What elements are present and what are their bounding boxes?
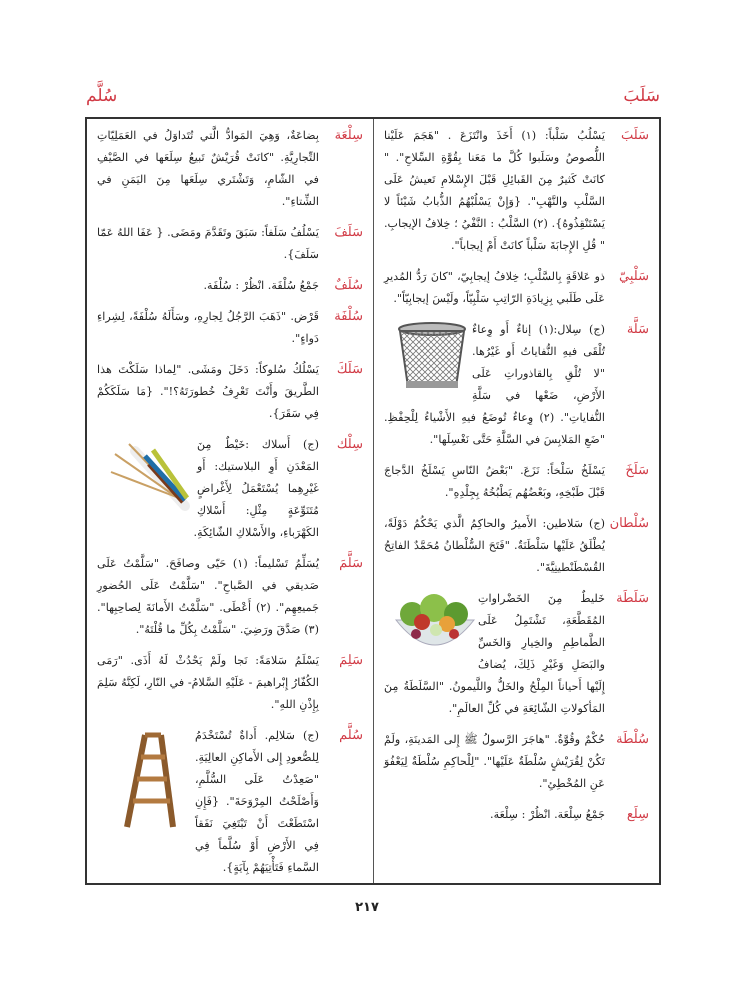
headword: سَلَفَ — [334, 225, 363, 240]
entry — [97, 553, 363, 641]
headword: سَلَخَ — [625, 463, 649, 478]
headword: سِلْك — [336, 437, 363, 452]
entry — [97, 306, 363, 350]
headword: سَلَكَ — [336, 362, 363, 377]
entry — [97, 359, 363, 425]
headword: سِلَع — [626, 807, 649, 822]
definition: يَسْلَمُ سَلامَةً: نَجا ولَمْ يَحْدُثْ لَهُ أَذَى. "رَمَى الكُفّارُ إِبْراهيمَ - عَلَيْهِ السَّلامُ- في النّارِ، لَكِنَّهُ سَلِمَ بِإِذْنِ اللهِ". — [97, 654, 319, 711]
headword: سَلَبَ — [621, 128, 649, 143]
guide-word-last: سُلَّم — [86, 86, 118, 106]
definition: جَمْعُ سُلْفَة. انْظُرْ : سُلْفَة. — [203, 279, 319, 292]
definition: قَرْض. "ذَهَبَ الرَّجُلُ لِجارِهِ، وسَأَلَهُ سُلْفَةً، لِشِراءِ دَواءٍ". — [97, 310, 319, 345]
entry — [97, 125, 363, 213]
left-column — [87, 119, 373, 883]
dictionary-frame — [85, 117, 661, 885]
headword: سَلَّمَ — [339, 556, 363, 571]
definition: حُكْمٌ وقُوَّةٌ. "هاجَرَ الرَّسولُ ﷺ إِلى المَدينَةِ، ولَمْ تَكُنْ لِقُرَيْشٍ سُلْطَةٌ عَلَيْها". "لِلْحاكِمِ سُلْطَةٌ لِيَعْفُوَ عَنِ المُخْطِئِ". — [384, 733, 605, 790]
definition: (ج) سَلالِم. أَداةٌ تُسْتَخْدَمُ لِلصُّعودِ إِلى الأَماكِنِ العالِيَةِ. "صَعِدْتُ عَلَى السُّلَّمِ، وَأَصْلَحْتُ المِرْوَحَةَ". {فَإِنِ اسْتَطَعْتَ أَنْ تَبْتَغِيَ نَفَقاً فِي الأَرْضِ أَوْ سُلَّماً فِي السَّماءِ فَتَأْتِيَهُمْ بِآيَةٍ}. — [195, 729, 319, 874]
entry — [384, 266, 649, 310]
right-column — [373, 119, 659, 883]
definition: (ج) سَلاطين: الأَميرُ والحاكِمُ الَّذي يَحْكُمُ دَوْلَةً، يُطْلَقُ عَلَيْها سَلْطَنَةٌ. "فَتَحَ السُّلْطانُ مُحَمَّدٌ الفاتِحُ القُسْطَنْطينِيَّةَ". — [384, 517, 605, 574]
salad-image — [392, 590, 478, 666]
headword: سُلْفَة — [334, 309, 363, 324]
wires-image — [105, 436, 197, 516]
headword: سِلْعَة — [334, 128, 363, 143]
headword: سَلْبِيّ — [619, 269, 649, 284]
headword: سُلْطَة — [616, 732, 649, 747]
headword: سَلَطَة — [616, 591, 649, 606]
entry — [384, 319, 649, 451]
entry — [97, 725, 363, 879]
definition: يَسْلُكُ سُلوكاً: دَخَلَ ومَشَى. "لِماذا سَلَكْتَ هذا الطَّريقَ وأَنْتَ تَعْرِفُ خُطورَتَهُ؟!". {مَا سَلَكَكُمْ فِي سَقَرَ}. — [97, 363, 319, 420]
entry — [97, 650, 363, 716]
headword: سَلِمَ — [339, 653, 363, 668]
definition: ذو عَلاقَةٍ بِالسَّلْبِ؛ خِلافُ إيجابِيّ، "كانَ رَدُّ المُديرِ عَلَى طَلَبي بِزِيادَةِ الرّاتِبِ سَلْبِيّاً، ولَيْسَ إيجابِيّاً". — [384, 270, 605, 305]
entry — [97, 434, 363, 544]
page-number: ٢١٧ — [355, 900, 379, 915]
definition: بِضاعَةٌ، وَهِيَ المَوادُّ الَّتي تُتَداوَلُ في العَمَلِيّاتِ التِّجارِيَّةِ. "كانَتْ قُرَيْشٌ تَبيعُ سِلَعَها في الصَّيْفِ في الشّامِ، وَتَشْتَري سِلَعَها مِنَ اليَمَنِ في الشِّتاءِ". — [97, 129, 319, 208]
entry — [384, 460, 649, 504]
definition: يَسْلُفُ سَلَفاً: سَبَقَ وتَقَدَّمَ ومَضَى. { عَفَا اللهُ عَمّا سَلَفَ}. — [97, 226, 319, 261]
entry — [384, 729, 649, 795]
definition: جَمْعُ سِلْعَة. انْظُرْ : سِلْعَة. — [490, 808, 605, 821]
definition: يَسْلُبُ سَلْباً: (١) أَخَذَ وانْتَزَعَ . "هَجَمَ عَلَيْنا اللُّصوصُ وسَلَبوا كُلَّ ما مَعَنا بِقُوَّةِ السِّلاحِ". " كانَتْ كَثيرٌ مِنَ القَبائِلِ قَبْلَ الإِسْلامِ تَعيشُ عَلَى السَّلْبِ والنَّهْبِ". {وَإِنْ يَسْلُبْهُمُ الذُّبابُ شَيْئاً لا يَسْتَنْقِذُوهُ}. (٢) السَّلْبُ : النَّفْيُ ؛ خِلافُ الإيجابِ. " قُلِ الإِجابَةَ سَلْباً كانَتْ أَمْ إيجاباً". — [384, 129, 605, 252]
entry — [384, 125, 649, 257]
guide-word-first: سَلَبَ — [623, 86, 660, 106]
definition: يَسْلَخُ سَلْخاً: نَزَعَ. "بَعْضُ النّاسِ يَسْلَخُ الدَّجاجَ قَبْلَ طَبْخِهِ، وبَعْضُهُم يَطْبُخُهُ بِجِلْدِهِ". — [384, 464, 605, 499]
definition: يُسَلِّمُ تَسْليماً: (١) حَيّى وصافَحَ. "سَلَّمْتُ عَلَى صَديقي في الصَّباحِ". "سَلَّمْتُ عَلَى الحُضورِ جَميعِهِم". (٢) أَعْطَى. "سَلَّمْتُ الأَمانَةَ لِصاحِبِها". (٣) صَدَّقَ ورَضِيَ. "سَلَّمْتُ بِكُلِّ ما قُلْتَهُ". — [97, 557, 319, 636]
headword: سُلَفٌ — [334, 278, 363, 293]
entry — [97, 275, 363, 297]
entry — [97, 222, 363, 266]
definition: (ج) سِلال:(١) إناءٌ أَو وِعاءٌ تُلْقَى فيهِ النُّفاياتُ أَو غَيْرُها. "لا تُلْقِ بِالقاذوراتِ عَلَى الأَرْضِ، ضَعْها في سَلَّةِ النُّفاياتِ". (٢) وِعاءٌ تُوضَعُ فيهِ الأَشْياءُ لِلْحِفْظِ. "ضَعِ المَلابِسَ في السَّلَّةِ حَتَّى نَغْسِلَها". — [384, 323, 606, 446]
ladder-image — [105, 727, 195, 837]
wastebasket-image — [392, 321, 472, 391]
definition: خَليطٌ مِنَ الخَضْراواتِ المُقَطَّعَةِ، تَشْتَمِلُ عَلَى الطَّماطِمِ والخِيارِ وَالخَسِّ والبَصَلِ وَغَيْرِ ذَلِكَ، يُضافُ إِلَيْها أَحياناً المِلْحُ والخَلُّ واللَّيمونُ. "السَّلَطَةُ مِنَ المَأكولاتِ الشّائِعَةِ في كُلِّ العالَمِ". — [384, 592, 605, 715]
headword: سُلَّم — [339, 728, 363, 743]
entry — [384, 804, 649, 826]
definition: (ج) أَسلاك :خَيْطٌ مِنَ المَعْدَنِ أَوِ البلاستيك: أَو غَيْرِهِما يُسْتَعْمَلُ لِأَغْراضٍ مُتَنَوِّعَةٍ مِثْلِ: أَسْلاكِ الكَهْرَباءِ، والأَسْلاكِ الشّائِكَةِ. — [193, 438, 319, 539]
entry — [384, 513, 649, 579]
headword: سُلْطان — [609, 516, 649, 531]
headword: سَلَّة — [626, 322, 649, 337]
entry — [384, 588, 649, 720]
